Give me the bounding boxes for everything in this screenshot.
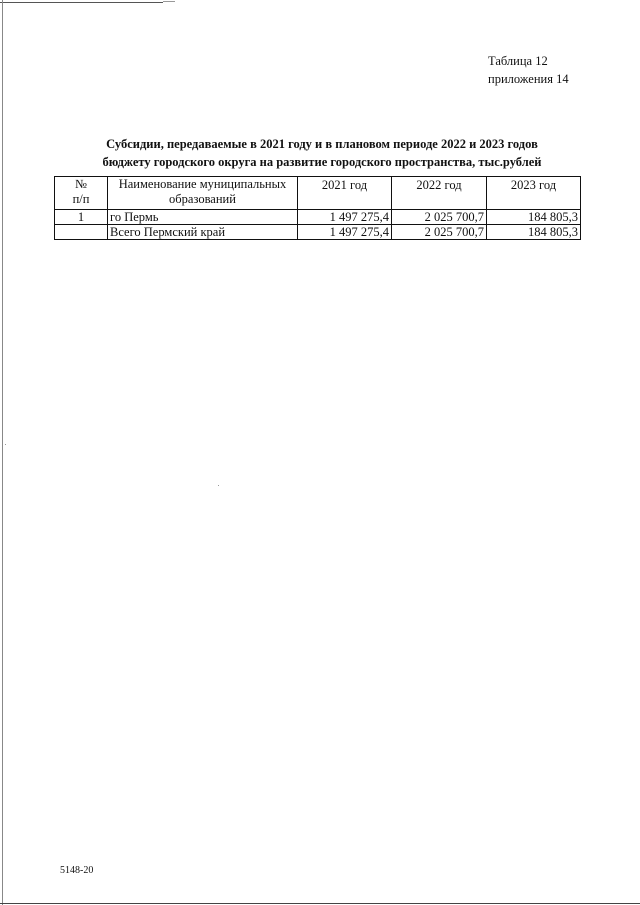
cell-municipality: го Пермь xyxy=(108,210,298,225)
document-number: 5148-20 xyxy=(60,865,94,876)
cell-row-number: 1 xyxy=(55,210,108,225)
caption-appendix: приложения 14 xyxy=(488,72,569,86)
cell-2022: 2 025 700,7 xyxy=(392,225,487,240)
scan-top-line-segment xyxy=(163,1,175,2)
header-year-2022: 2022 год xyxy=(392,177,487,210)
table-total-row xyxy=(55,225,581,240)
scan-top-line xyxy=(0,2,163,3)
scan-speck xyxy=(218,485,219,486)
header-municipality-line-1: Наименование муниципальных xyxy=(118,177,287,191)
cell-2021: 1 497 275,4 xyxy=(298,225,392,240)
header-municipality xyxy=(108,177,298,210)
scan-speck xyxy=(5,444,6,445)
scan-left-edge xyxy=(2,0,3,905)
header-number-abbr: п/п xyxy=(72,192,90,206)
cell-2021: 1 497 275,4 xyxy=(298,210,392,225)
table-header-row xyxy=(55,177,581,210)
caption-table-number: Таблица 12 xyxy=(488,54,548,68)
header-year-2021: 2021 год xyxy=(298,177,392,210)
table-row xyxy=(55,210,581,225)
cell-municipality: Всего Пермский край xyxy=(108,225,298,240)
cell-2023: 184 805,3 xyxy=(487,225,581,240)
header-row-number xyxy=(55,177,108,210)
title-line-1: Субсидии, передаваемые в 2021 году и в плановом периоде 2022 и 2023 годов xyxy=(106,137,538,151)
header-year-2023: 2023 год xyxy=(487,177,581,210)
title-line-2: бюджету городского округа на развитие городского пространства, тыс.рублей xyxy=(102,155,542,169)
cell-row-number xyxy=(55,225,108,240)
table-caption xyxy=(488,52,569,88)
subsidy-table xyxy=(54,176,581,240)
document-title xyxy=(60,135,584,171)
cell-2022: 2 025 700,7 xyxy=(392,210,487,225)
cell-2023: 184 805,3 xyxy=(487,210,581,225)
header-number-sign: № xyxy=(75,177,87,191)
scan-bottom-edge xyxy=(0,903,640,904)
header-municipality-line-2: образований xyxy=(169,192,236,206)
